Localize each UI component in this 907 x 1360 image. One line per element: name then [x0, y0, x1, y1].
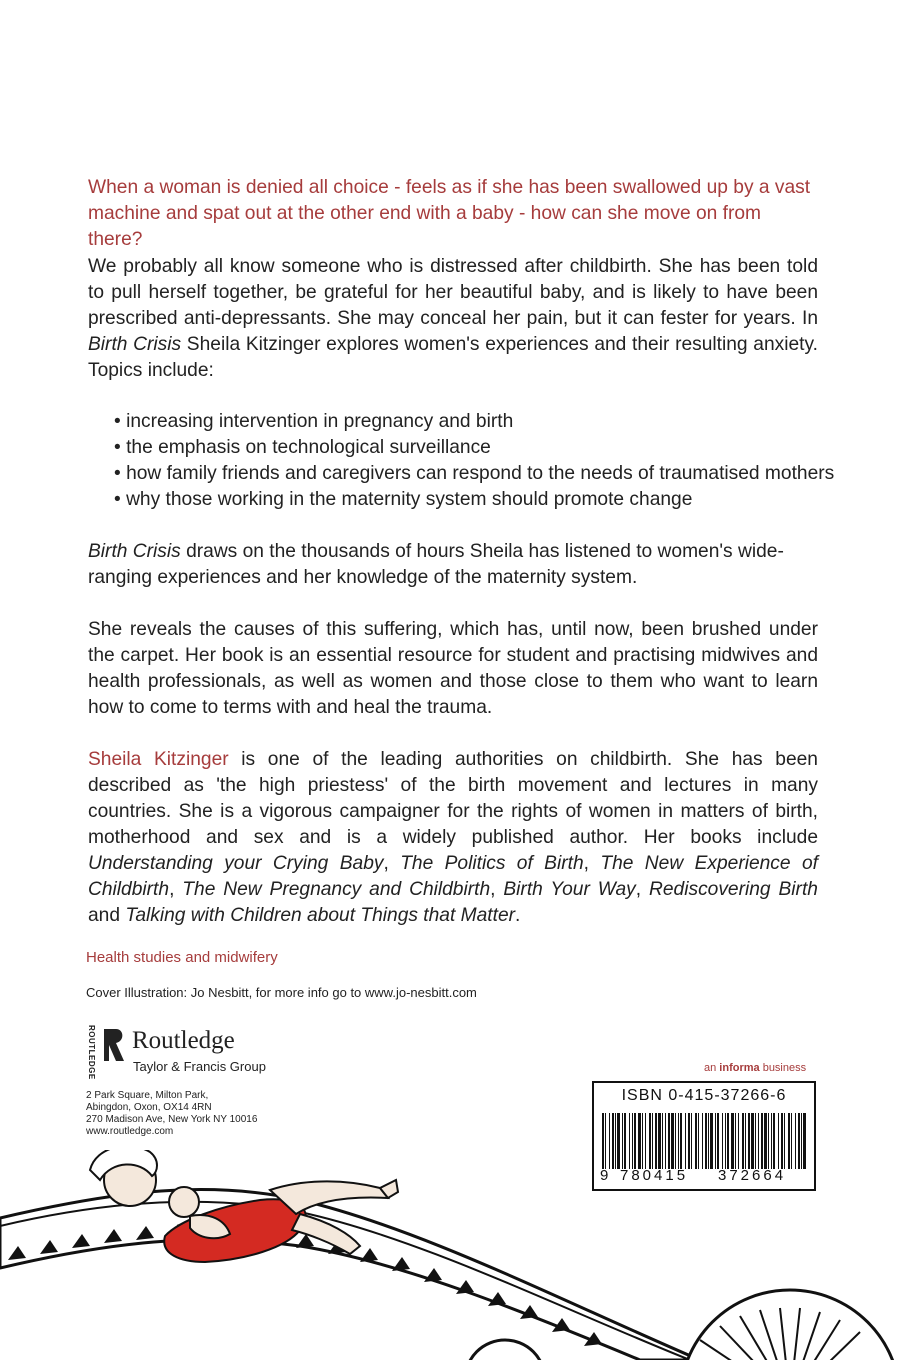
- routledge-logo: [85, 1025, 285, 1081]
- separator: ,: [635, 879, 650, 900]
- topic-item: • the emphasis on technological surveillance: [114, 435, 834, 461]
- intro-paragraph: [88, 254, 818, 384]
- separator: ,: [583, 853, 601, 874]
- address-line: 270 Madison Ave, New York NY 10016: [86, 1114, 258, 1125]
- intro-text-1: We probably all know someone who is distressed after childbirth. She has been told to pull herself together, be grateful for her beautiful baby, and is likely to have been prescribed anti-depressants. She may conceal her pain, but it can fester for years. In: [88, 256, 818, 329]
- separator: ,: [169, 879, 183, 900]
- causes-paragraph: She reveals the causes of this suffering, which has, until now, been brushed under the carpet. Her book is an essential resource for student and practising midwives and health professionals, as well as women and those close to them who want to learn how to come to terms with and heal the trauma.: [88, 619, 818, 718]
- logo-vertical-label: [85, 1025, 97, 1081]
- intro-book-title: Birth Crisis: [88, 334, 182, 355]
- topic-item: • how family friends and caregivers can respond to the needs of traumatised mothers: [114, 461, 834, 487]
- book-title-6: Rediscovering Birth: [649, 879, 818, 900]
- topic-item: • why those working in the maternity system should promote change: [114, 487, 834, 513]
- topics-list: [114, 409, 834, 513]
- bio-end: .: [515, 905, 521, 926]
- separator: and: [88, 905, 126, 926]
- separator: ,: [490, 879, 504, 900]
- book-title-7: Talking with Children about Things that Matter: [125, 905, 516, 926]
- book-title-4: The New Pregnancy and Childbirth: [182, 879, 491, 900]
- book-title-2: The Politics of Birth: [400, 853, 584, 874]
- barcode-digits-left: 780415: [620, 1167, 689, 1184]
- vertical-label-text: ROUTLEDGE: [87, 1025, 96, 1080]
- publisher-address: [86, 1090, 257, 1138]
- cover-illustration-woman-on-machine: [0, 1150, 907, 1360]
- routledge-mark-icon: [98, 1027, 128, 1063]
- informa-prefix: an: [704, 1062, 720, 1074]
- author-name: Sheila Kitzinger: [88, 749, 229, 770]
- intro-text-2: Sheila Kitzinger explores women's experiences and their resulting anxiety. Topics include:: [88, 334, 818, 381]
- bio-text-1: is one of the leading authorities on childbirth. She has been described as 'the high priestess' of the birth movement and lectures in many countries. She is a vigorous campaigner for the rights of women in matters of birth, motherhood and sex and is a widely published author. Her books include: [88, 749, 818, 848]
- publisher-group: Taylor & Francis Group: [133, 1059, 266, 1074]
- draws-on-paragraph: [88, 539, 818, 591]
- informa-suffix: business: [759, 1062, 807, 1074]
- barcode-digit-first: 9: [600, 1167, 609, 1184]
- book-title-3: The New Experience of Childbirth: [88, 853, 818, 900]
- woman-figure-icon: [90, 1150, 398, 1262]
- address-line: www.routledge.com: [86, 1126, 174, 1137]
- lead-quote: When a woman is denied all choice - feels as if she has been swallowed up by a vast machine and spat out at the other end with a baby - how can she move on from there?: [88, 177, 811, 250]
- separator: ,: [383, 853, 401, 874]
- author-bio: [88, 747, 818, 929]
- subject-category: Health studies and midwifery: [86, 949, 278, 966]
- para2-text: draws on the thousands of hours Sheila has listened to women's wide-ranging experiences and her knowledge of the maternity system.: [88, 541, 784, 588]
- book-title-1: Understanding your Crying Baby: [88, 853, 384, 874]
- topic-item: • increasing intervention in pregnancy and birth: [114, 409, 834, 435]
- informa-brand: informa: [719, 1062, 760, 1074]
- para2-book-title: Birth Crisis: [88, 541, 181, 562]
- cover-credit: Cover Illustration: Jo Nesbitt, for more info go to www.jo-nesbitt.com: [86, 985, 477, 1000]
- publisher-name: Routledge: [132, 1027, 235, 1054]
- book-title-5: Birth Your Way: [503, 879, 636, 900]
- informa-tagline: [704, 1062, 806, 1074]
- address-line: 2 Park Square, Milton Park,: [86, 1090, 209, 1101]
- isbn-label: ISBN 0-415-37266-6: [621, 1087, 787, 1104]
- barcode-digits-right: 372664: [718, 1167, 787, 1184]
- address-line: Abingdon, Oxon, OX14 4RN: [86, 1102, 212, 1113]
